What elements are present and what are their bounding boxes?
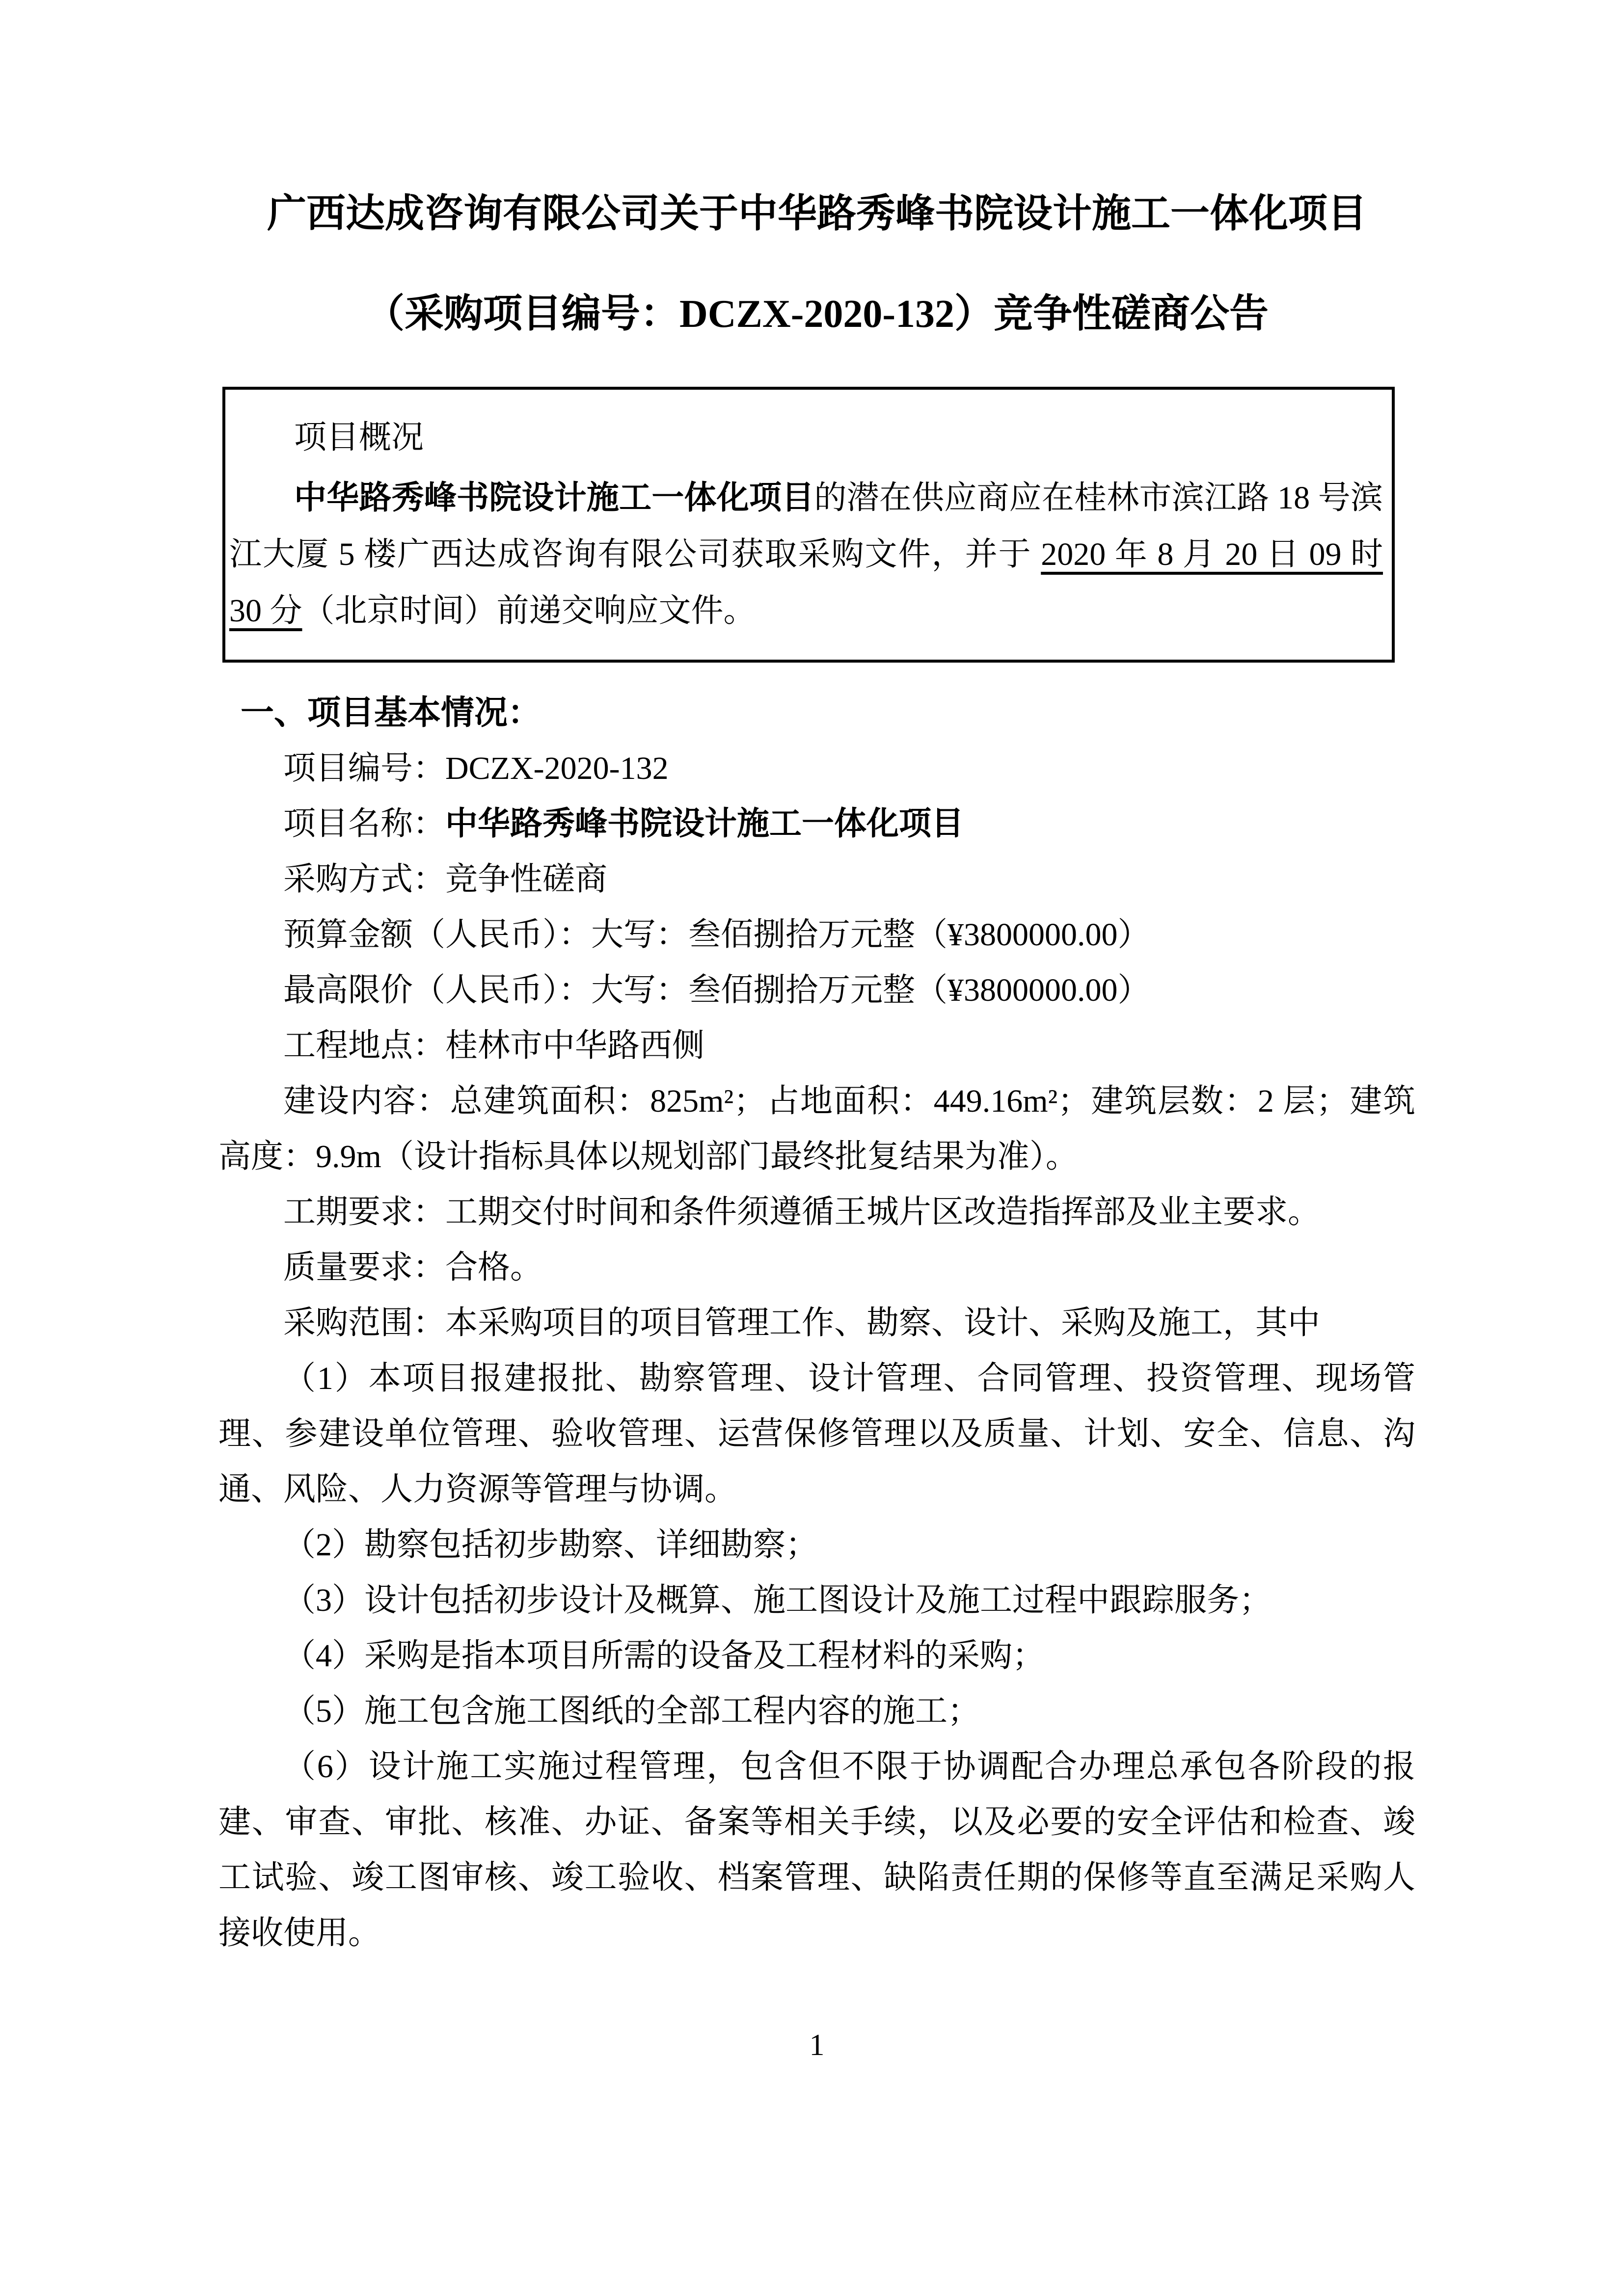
text-segment: 最高限价（人民币）：大写：叁佰捌拾万元整（¥3800000.00）	[283, 972, 1150, 1008]
overview-box-heading	[229, 409, 1383, 466]
body-paragraph-scope-item-6	[218, 1739, 1415, 1961]
text-segment: 工期要求：工期交付时间和条件须遵循王城片区改造指挥部及业主要求。	[283, 1194, 1320, 1230]
project-overview-box	[222, 387, 1395, 663]
text-segment: （5）施工包含施工图纸的全部工程内容的施工；	[283, 1693, 980, 1729]
body-paragraph-scope-item-5	[218, 1683, 1415, 1739]
text-segment: 中华路秀峰书院设计施工一体化项目	[294, 480, 814, 516]
overview-box-paragraph	[229, 470, 1383, 639]
text-segment: 项目编号：DCZX-2020-132	[283, 750, 669, 786]
text-segment: 采购范围：本采购项目的项目管理工作、勘察、设计、采购及施工，其中	[283, 1305, 1320, 1341]
text-segment: 的潜在供应商应在桂林市滨江路 18 号滨江大厦 5 楼广西达成咨询有限公司获取采购文件，并于	[229, 480, 1383, 572]
body-paragraph-project-location	[218, 1018, 1415, 1073]
body-paragraph-price-ceiling	[218, 962, 1415, 1018]
body-paragraph-procurement-scope	[218, 1295, 1415, 1351]
section-heading-basic-info: 一、项目基本情况：	[241, 694, 541, 731]
text-segment: 2020 年 8 月 20 日 09 时 30 分	[229, 536, 1383, 629]
text-segment: 工程地点：桂林市中华路西侧	[283, 1028, 704, 1064]
body-paragraph-scope-item-4	[218, 1628, 1415, 1683]
page-number: 1	[809, 2029, 825, 2062]
doc-title-line-1: 广西达成咨询有限公司关于中华路秀峰书院设计施工一体化项目	[267, 192, 1367, 236]
body-paragraphs	[218, 741, 1415, 1961]
body-paragraph-project-number	[218, 741, 1415, 796]
text-segment: （1）本项目报建报批、勘察管理、设计管理、合同管理、投资管理、现场管理、参建设单位管理、验收管理、运营保修管理以及质量、计划、安全、信息、沟通、风险、人力资源等管理与协调。	[218, 1361, 1415, 1507]
text-segment: （3）设计包括初步设计及概算、施工图设计及施工过程中跟踪服务；	[283, 1582, 1272, 1618]
text-segment: 预算金额（人民币）：大写：叁佰捌拾万元整（¥3800000.00）	[283, 917, 1150, 953]
doc-title-line-2: （采购项目编号：DCZX-2020-132）竞争性磋商公告	[365, 293, 1269, 336]
body-paragraph-budget	[218, 907, 1415, 962]
body-paragraph-procurement-method	[218, 852, 1415, 907]
text-segment: （北京时间）前递交响应文件。	[302, 593, 756, 629]
text-segment: （4）采购是指本项目所需的设备及工程材料的采购；	[283, 1638, 1045, 1674]
text-segment: 建设内容：总建筑面积：825m²；占地面积：449.16m²；建筑层数：2 层；建筑高度：9.9m（设计指标具体以规划部门最终批复结果为准）。	[218, 1083, 1415, 1175]
text-segment: （6）设计施工实施过程管理，包含但不限于协调配合办理总承包各阶段的报建、审查、审批、核准、办证、备案等相关手续，以及必要的安全评估和检查、竣工试验、竣工图审核、竣工验收、档案管理、缺陷责任期的保修等直至满足采购人接收使用。	[218, 1749, 1415, 1951]
text-segment: 项目名称：	[283, 806, 445, 842]
text-segment: 项目概况	[294, 420, 424, 455]
body-paragraph-scope-item-2	[218, 1517, 1415, 1573]
text-segment: 采购方式：竞争性磋商	[283, 861, 607, 897]
text-segment: （2）勘察包括初步勘察、详细勘察；	[283, 1527, 818, 1563]
body-paragraph-schedule-requirement	[218, 1184, 1415, 1240]
text-segment: 中华路秀峰书院设计施工一体化项目	[445, 806, 964, 842]
body-paragraph-scope-item-3	[218, 1573, 1415, 1628]
body-paragraph-project-name	[218, 796, 1415, 852]
body-paragraph-construction-content	[218, 1073, 1415, 1184]
body-paragraph-scope-item-1	[218, 1351, 1415, 1517]
text-segment: 质量要求：合格。	[283, 1250, 542, 1285]
body-paragraph-quality-requirement	[218, 1240, 1415, 1295]
